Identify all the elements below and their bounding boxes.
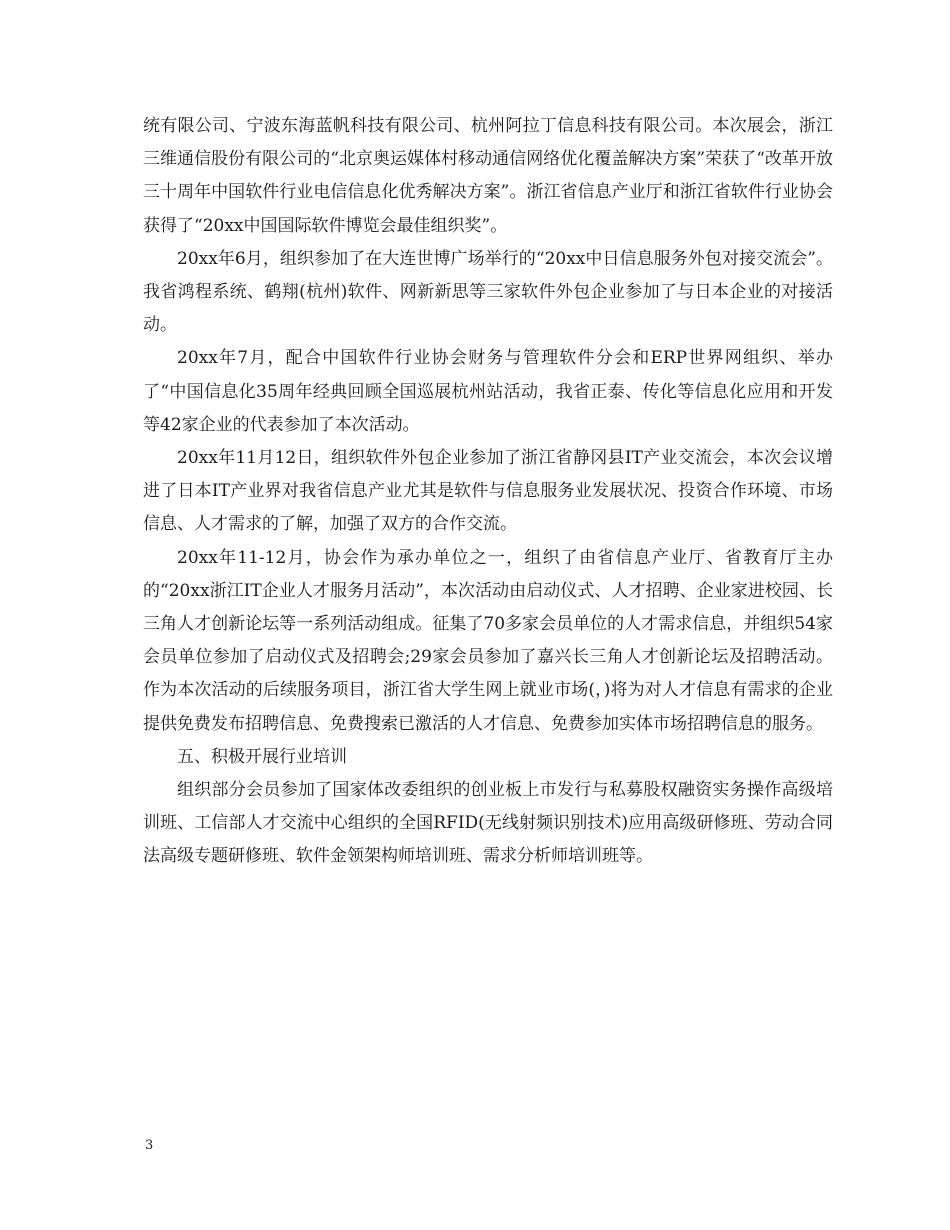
paragraph-talent-service-month: 20xx年11-12月，协会作为承办单位之一，组织了由省信息产业厅、省教育厅主办的“20xx浙江IT企业人才服务月活动”，本次活动由启动仪式、人才招聘、企业家进校园、长三角人才创新论坛等一系列活动组成。征集了70多家会员单位的人才需求信息，并组织54家会员单位参加了启动仪式及招聘会;29家会员参加了嘉兴长三角人才创新论坛及招聘活动。作为本次活动的后续服务项目，浙江省大学生网上就业市场(，)将为对人才信息有需求的企业提供免费发布招聘信息、免费搜索已激活的人才信息、免费参加实体市场招聘信息的服务。 xyxy=(143,547,833,734)
paragraph-training-courses: 组织部分会员参加了国家体改委组织的创业板上市发行与私募股权融资实务操作高级培训班、工信部人才交流中心组织的全国RFID(无线射频识别技术)应用高级研修班、劳动合同法高级专题研修班、软件金领架构师培训班、需求分析师培训班等。 xyxy=(143,780,833,867)
document-body xyxy=(143,110,833,874)
section-heading-training: 五、积极开展行业培训 xyxy=(177,746,347,767)
paragraph-exhibition-awards: 统有限公司、宁波东海蓝帆科技有限公司、杭州阿拉丁信息科技有限公司。本次展会，浙江三维通信股份有限公司的“北京奥运媒体村移动通信网络优化覆盖解决方案”荣获了“改革开放三十周年中国软件行业电信信息化优秀解决方案”。浙江省信息产业厅和浙江省软件行业协会获得了“20xx中国国际软件博览会最佳组织奖”。 xyxy=(143,116,833,236)
page-number: 3 xyxy=(145,1138,154,1153)
paragraph-november-it-exchange: 20xx年11月12日，组织软件外包企业参加了浙江省静冈县IT产业交流会，本次会议增进了日本IT产业界对我省信息产业尤其是软件与信息服务业发展状况、投资合作环境、市场信息、人才需求的了解，加强了双方的合作交流。 xyxy=(143,448,833,535)
paragraph-june-outsourcing: 20xx年6月，组织参加了在大连世博广场举行的“20xx中日信息服务外包对接交流会”。我省鸿程系统、鹤翔(杭州)软件、网新新思等三家软件外包企业参加了与日本企业的对接活动。 xyxy=(143,248,833,336)
paragraph-july-informatization: 20xx年7月，配合中国软件行业协会财务与管理软件分会和ERP世界网组织、举办了“中国信息化35周年经典回顾全国巡展杭州站活动，我省正泰、传化等信息化应用和开发等42家企业的代表参加了本次活动。 xyxy=(143,348,833,435)
